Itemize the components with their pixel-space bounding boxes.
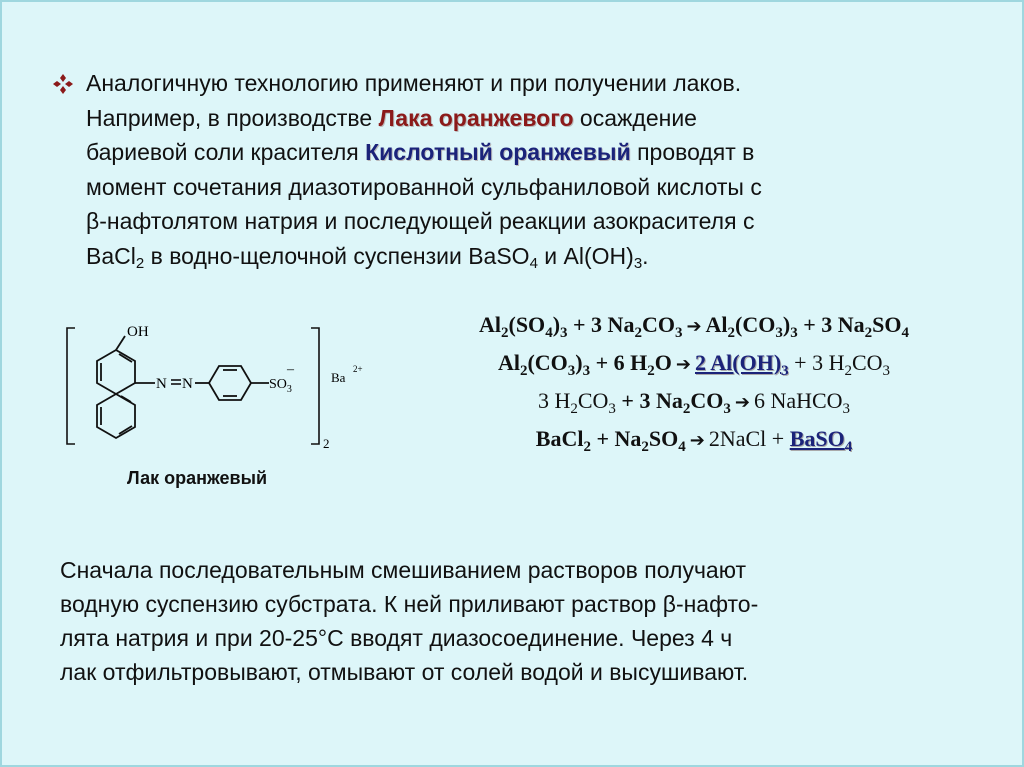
structure-caption: Лак оранжевый: [127, 468, 268, 488]
structural-formula: [55, 318, 385, 453]
bullet-line: проводят в: [630, 139, 755, 165]
equation-2: $Al_2(CO_3)_3 + 6$ $H_2O$ ➔ 2 $Al(OH)_3 + 3$ $H_2CO_3$: [497, 350, 891, 379]
paragraph-line: водную суспензию субстрата. К ней приливают раствор β-нафто-: [60, 591, 759, 617]
lak-name-highlight: Лака оранжевого: [378, 104, 574, 131]
paragraph-line: лята натрия и при 20-25°С вводят диазосоединение. Через 4 ч: [60, 625, 733, 651]
paragraph-line: лак отфильтровывают, отмывают от солей водой и высушивают.: [60, 659, 749, 685]
barium-charge: 2+: [353, 364, 363, 374]
aluminium-hydroxide-highlight: 2 $Al(OH)_3$: [695, 350, 789, 379]
bullet-line: бариевой соли красителя: [86, 139, 366, 165]
arrow-icon: ➔: [689, 430, 705, 451]
n1-label: N: [156, 376, 167, 392]
so3-label: $SO_3$: [269, 377, 292, 395]
equation-1: $Al_2(SO_4)_3 + 3$ $Na_2CO_3$ ➔ $Al_2(CO_3)_3 + 3$ $Na_2SO_4$: [479, 312, 909, 341]
arrow-icon: ➔: [675, 354, 691, 375]
bracket-right: [311, 328, 319, 444]
benzene-ring: [195, 366, 269, 400]
bullet-line: и Al(OH): [537, 242, 634, 269]
barium-label: Ba: [331, 370, 346, 385]
equation-3: 3 $H_2CO_3 + 3$ $Na_2CO_3$ ➔ 6 NaHCO$_3$: [537, 388, 851, 417]
bullet-line: .: [642, 242, 649, 269]
bullet-line: осаждение: [573, 104, 697, 131]
diamond-bullet-icon: [52, 73, 74, 95]
subscript: 3: [633, 254, 643, 272]
procedure-paragraph: [60, 553, 960, 689]
bullet-line: в водно-щелочной суспензии BaSO: [144, 242, 530, 269]
oh-label: OH: [127, 324, 149, 340]
equation-4: BaCl$_2$ + $Na_2SO_4$ ➔ 2NaCl + BaSO$_4$: [535, 426, 853, 455]
bracket-left: [67, 328, 75, 444]
subscript: 4: [529, 254, 538, 272]
dye-name-highlight: Кислотный оранжевый: [365, 139, 631, 165]
bullet-line: момент сочетания диазотированной сульфаниловой кислоты с: [86, 173, 762, 200]
arrow-icon: ➔: [734, 392, 750, 413]
subscript: 2: [135, 254, 145, 272]
paragraph-line: Сначала последовательным смешиванием растворов получают: [60, 557, 747, 583]
bullet-line: Например, в производстве: [86, 104, 379, 131]
barium-sulfate-highlight: BaSO$_4$: [789, 426, 853, 455]
bullet-line: Аналогичную технологию применяют и при получении лаков.: [86, 70, 742, 96]
bullet-line: β-нафтолятом натрия и последующей реакции азокрасителя с: [86, 208, 755, 234]
minus-charge: –: [287, 362, 294, 377]
n2-label: N: [182, 376, 193, 392]
naphthalene-ring: [97, 336, 155, 438]
arrow-icon: ➔: [686, 316, 702, 337]
bullet-line: BaCl: [86, 242, 136, 269]
bracket-subscript: 2: [323, 436, 330, 451]
azo-double-bond: [171, 380, 181, 384]
bullet-text: [86, 66, 976, 273]
